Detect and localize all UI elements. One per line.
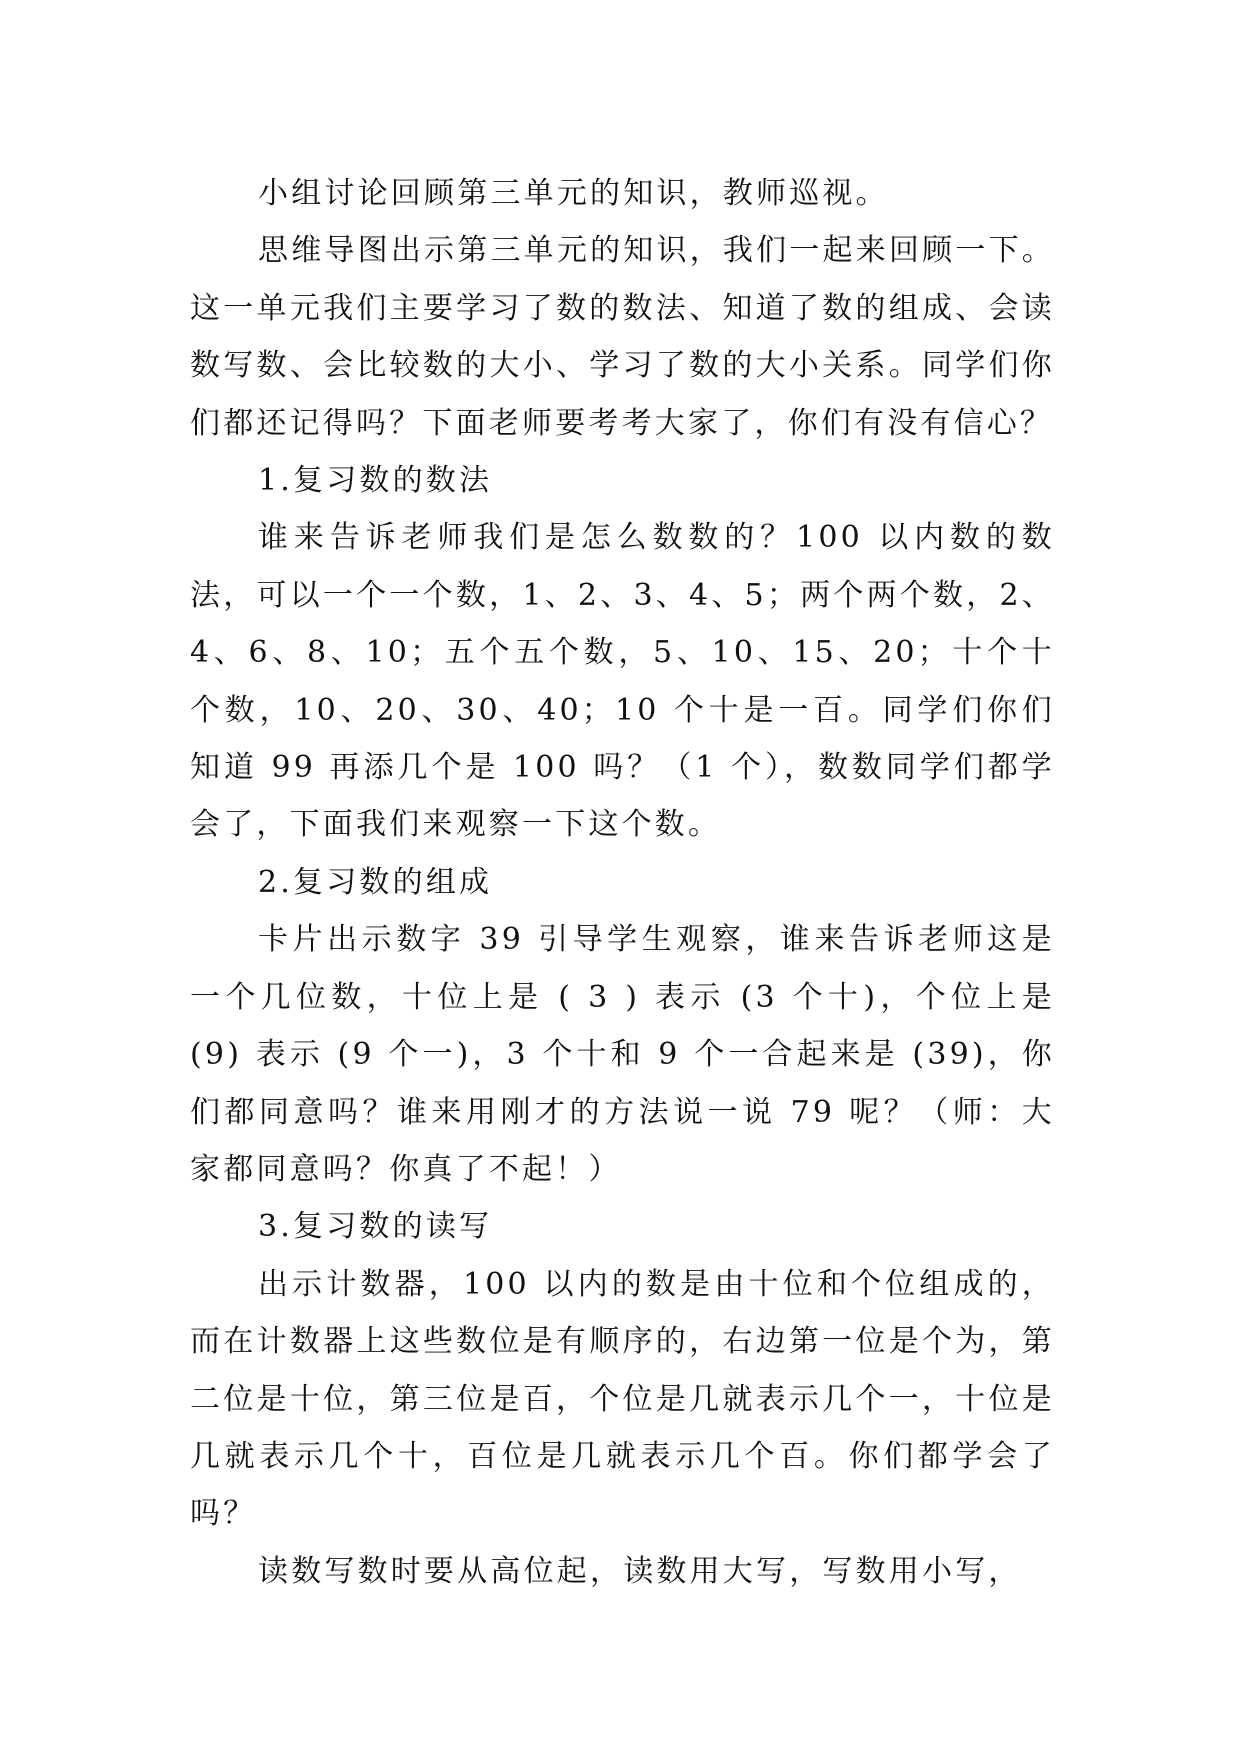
section-heading-reading-writing-numbers: 3.复习数的读写 xyxy=(258,1209,493,1245)
paragraph-number-composition: 卡片出示数字 39 引导学生观察，谁来告诉老师这是一个几位数，十位上是 ( 3 ) 表示 (3 个十)，个位上是 (9) 表示 (9 个一)，3 个十和 9 个一合起来是 (39)，你们都同意吗？谁来用刚才的方法说一说 79 呢？（师：大家都同意吗？你真了不起！） xyxy=(190,922,1055,1187)
paragraph-counting-methods: 谁来告诉老师我们是怎么数数的？100 以内数的数法，可以一个一个数，1、2、3、4、5；两个两个数，2、4、6、8、10；五个五个数，5、10、15、20；十个十个数，10、20、30、40；10 个十是一百。同学们你们知道 99 再添几个是 100 吗？（1 个），数数同学们都学会了，下面我们来观察一下这个数。 xyxy=(190,520,1055,843)
section-heading-number-composition: 2.复习数的组成 xyxy=(258,864,493,900)
document-body xyxy=(190,165,1055,1600)
section-heading-counting-methods: 1.复习数的数法 xyxy=(258,463,493,499)
paragraph-abacus-place-values: 出示计数器，100 以内的数是由十位和个位组成的，而在计数器上这些数位是有顺序的，右边第一位是个为，第二位是十位，第三位是百，个位是几就表示几个一，十位是几就表示几个十，百位是几就表示几个百。你们都学会了吗？ xyxy=(190,1266,1055,1532)
paragraph-mind-map-review: 思维导图出示第三单元的知识，我们一起来回顾一下。这一单元我们主要学习了数的数法、知道了数的组成、会读数写数、会比较数的大小、学习了数的大小关系。同学们你们都还记得吗？下面老师要考考大家了，你们有没有信心？ xyxy=(190,233,1055,441)
paragraph-reading-writing-rules: 读数写数时要从高位起，读数用大写，写数用小写， xyxy=(258,1553,1022,1589)
paragraph-group-discussion: 小组讨论回顾第三单元的知识，教师巡视。 xyxy=(258,176,889,211)
